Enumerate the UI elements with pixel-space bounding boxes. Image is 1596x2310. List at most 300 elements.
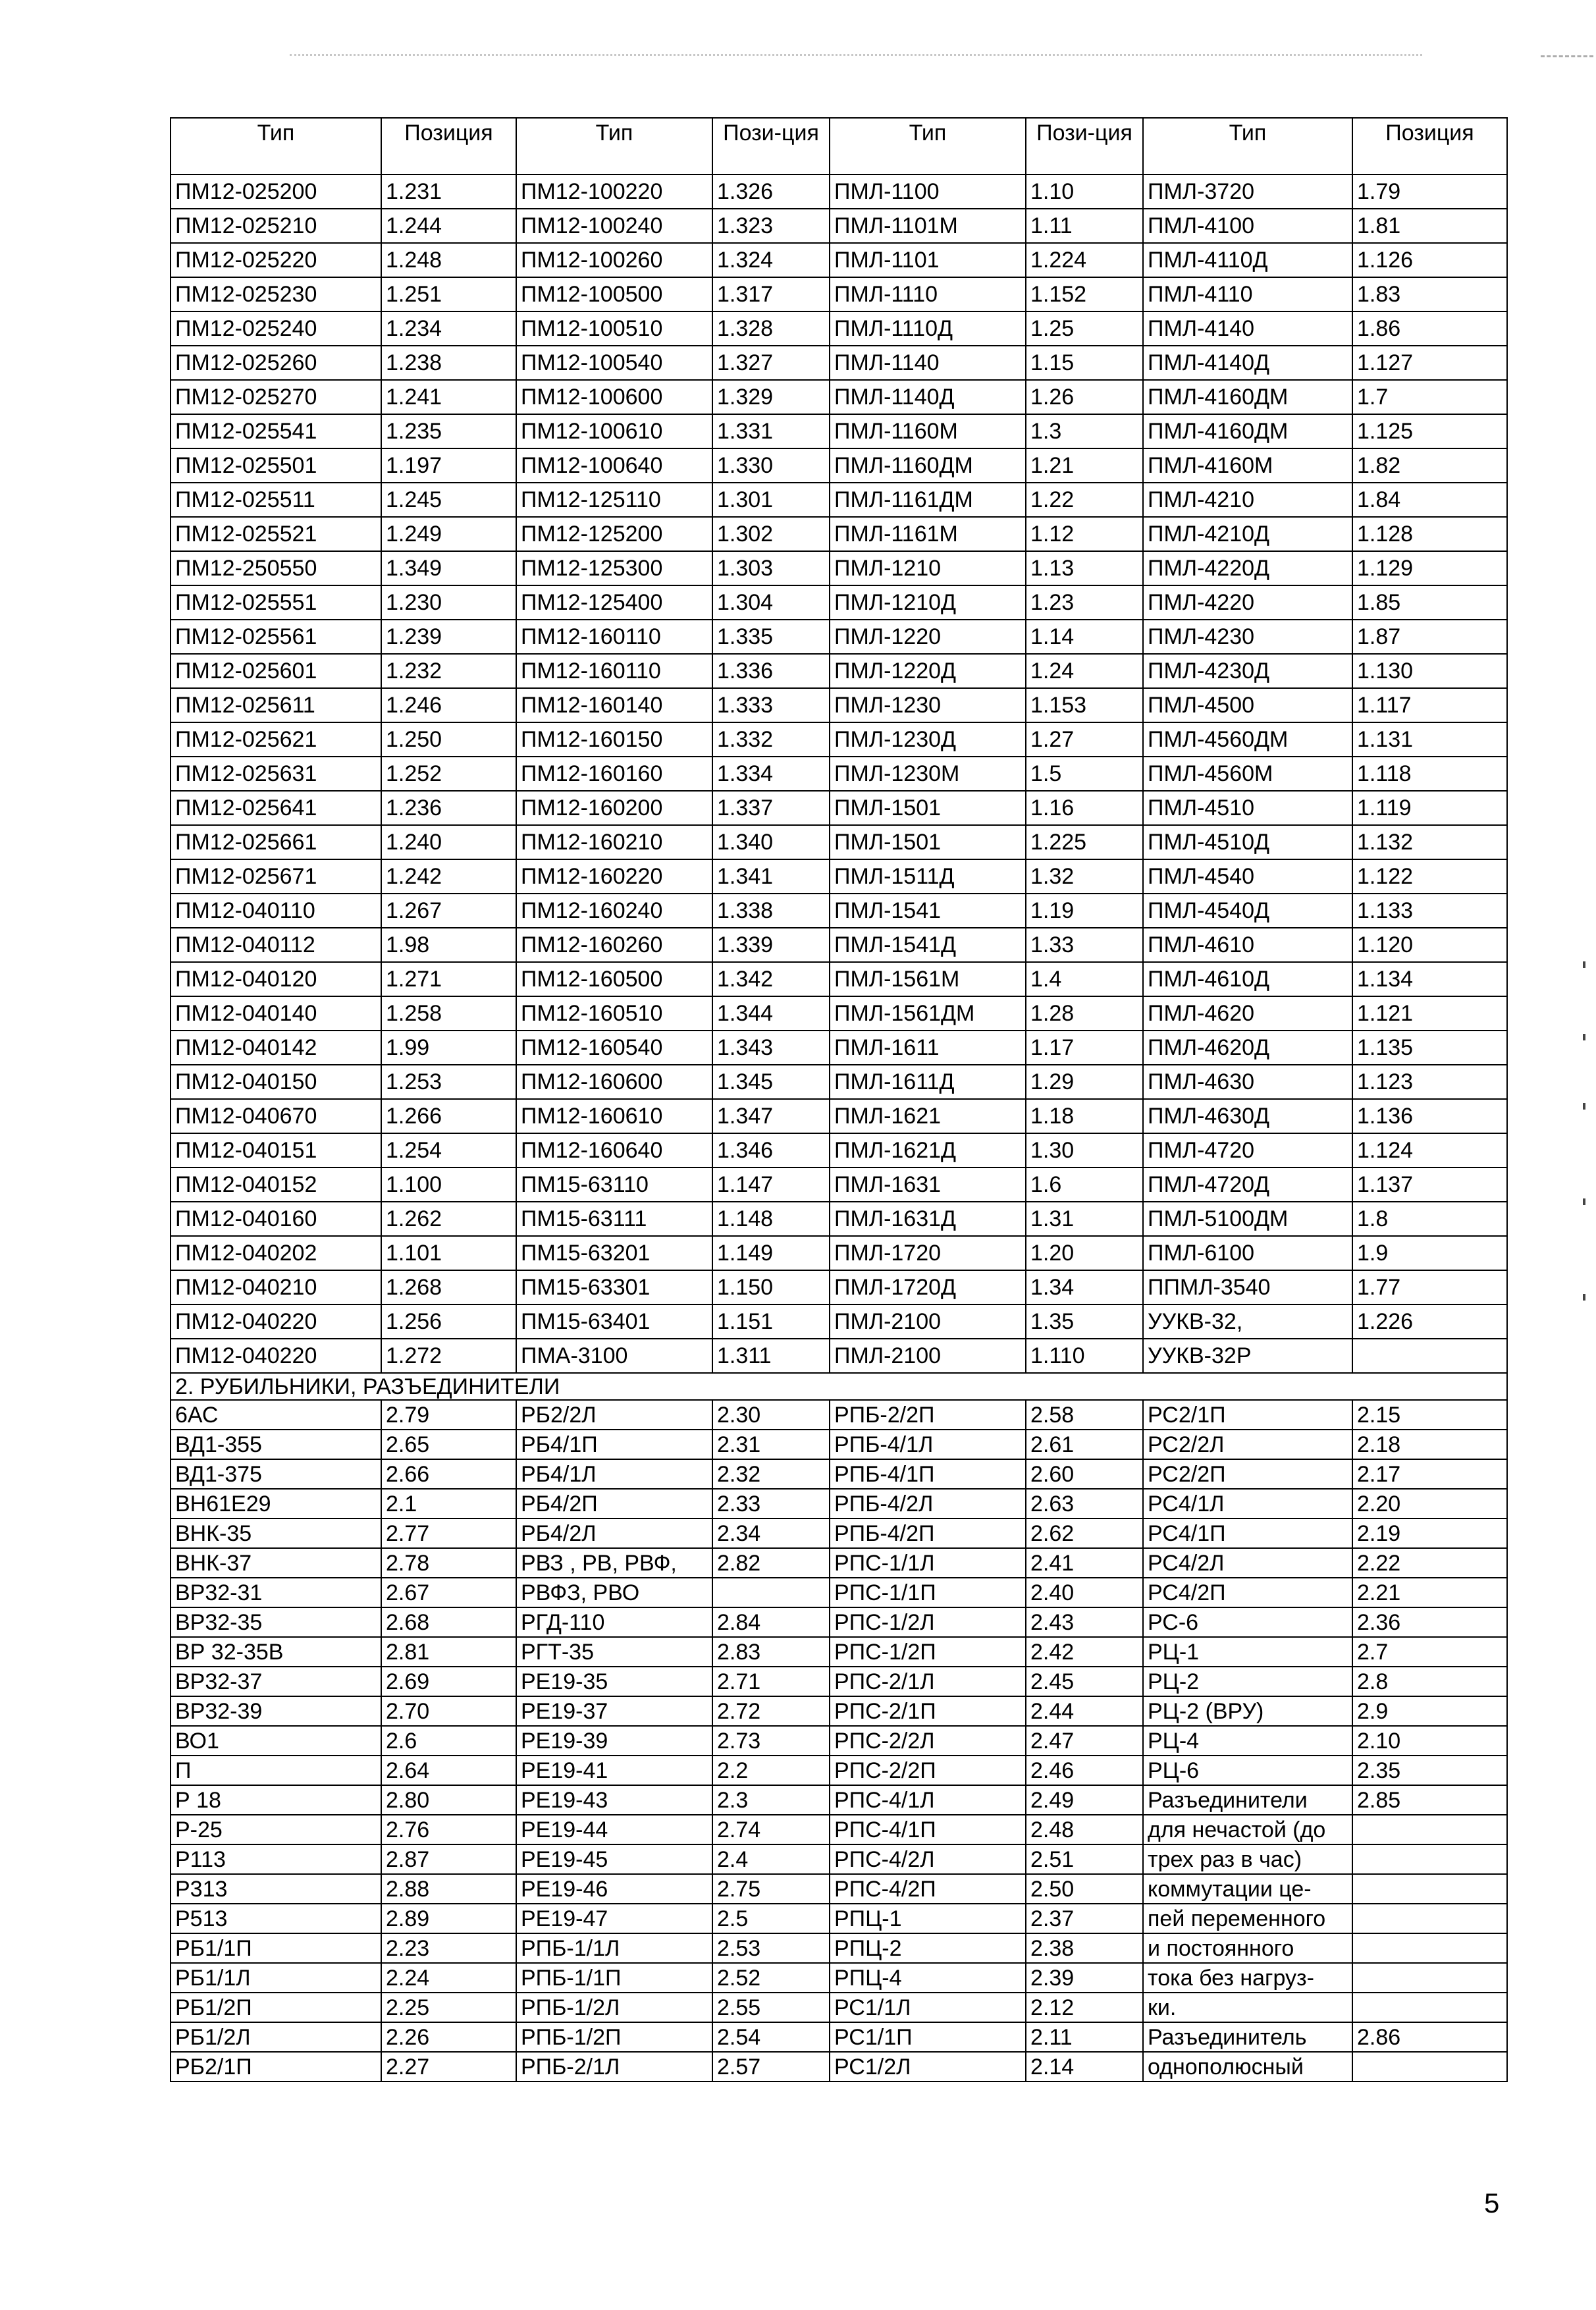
type-cell: ПМЛ-1720Д bbox=[830, 1270, 1026, 1304]
position-cell: 2.21 bbox=[1352, 1578, 1507, 1607]
position-cell: 1.15 bbox=[1026, 346, 1143, 380]
position-cell: 1.339 bbox=[712, 928, 830, 962]
type-cell: ПМ12-025220 bbox=[171, 243, 381, 277]
type-cell: ВД1-375 bbox=[171, 1459, 381, 1489]
type-cell: ПМЛ-4160М bbox=[1143, 448, 1352, 483]
position-cell: 1.347 bbox=[712, 1099, 830, 1133]
position-cell: 1.131 bbox=[1352, 722, 1507, 757]
position-cell: 1.3 bbox=[1026, 414, 1143, 448]
table-row bbox=[171, 1270, 1507, 1304]
position-cell: 1.31 bbox=[1026, 1202, 1143, 1236]
type-cell: для нечастой (до bbox=[1143, 1815, 1352, 1844]
type-cell: ПМ12-025521 bbox=[171, 517, 381, 551]
switches-section bbox=[171, 1400, 1507, 2082]
type-cell: ПМ12-100610 bbox=[516, 414, 712, 448]
type-cell: ПМ15-63111 bbox=[516, 1202, 712, 1236]
position-cell: 1.238 bbox=[381, 346, 516, 380]
type-cell: РС2/2Л bbox=[1143, 1430, 1352, 1459]
type-cell: ПМ15-63201 bbox=[516, 1236, 712, 1270]
position-cell: 2.82 bbox=[712, 1548, 830, 1578]
position-cell: 2.26 bbox=[381, 2022, 516, 2052]
position-cell: 1.303 bbox=[712, 551, 830, 585]
type-cell: ПМЛ-1561М bbox=[830, 962, 1026, 996]
type-cell: ПМЛ-3720 bbox=[1143, 175, 1352, 209]
position-cell: 2.44 bbox=[1026, 1696, 1143, 1726]
type-cell: трех раз в час) bbox=[1143, 1844, 1352, 1874]
position-cell: 1.152 bbox=[1026, 277, 1143, 311]
position-cell: 2.69 bbox=[381, 1667, 516, 1696]
type-cell: ПМ12-025501 bbox=[171, 448, 381, 483]
type-cell: ПМ12-040112 bbox=[171, 928, 381, 962]
type-cell: ВД1-355 bbox=[171, 1430, 381, 1459]
position-cell: 1.25 bbox=[1026, 311, 1143, 346]
type-cell: РПС-2/1П bbox=[830, 1696, 1026, 1726]
position-cell: 1.133 bbox=[1352, 894, 1507, 928]
position-cell: 2.41 bbox=[1026, 1548, 1143, 1578]
type-cell: УУКВ-32Р bbox=[1143, 1339, 1352, 1373]
type-cell: ПМ12-160150 bbox=[516, 722, 712, 757]
type-cell: РЕ19-41 bbox=[516, 1756, 712, 1785]
type-cell: РПБ-4/1Л bbox=[830, 1430, 1026, 1459]
type-cell: РБ4/2Л bbox=[516, 1518, 712, 1548]
scan-noise-top bbox=[290, 54, 1422, 60]
header-cell: Позиция bbox=[1352, 118, 1507, 175]
type-cell: ПМ12-025200 bbox=[171, 175, 381, 209]
position-cell: 2.15 bbox=[1352, 1400, 1507, 1430]
type-cell: РГД-110 bbox=[516, 1607, 712, 1637]
type-cell: РПЦ-4 bbox=[830, 1963, 1026, 1993]
position-cell: 2.23 bbox=[381, 1933, 516, 1963]
type-cell: и постоянного bbox=[1143, 1933, 1352, 1963]
position-cell: 1.10 bbox=[1026, 175, 1143, 209]
position-cell: 1.341 bbox=[712, 859, 830, 894]
position-cell: 1.100 bbox=[381, 1168, 516, 1202]
type-cell: ПМЛ-4610 bbox=[1143, 928, 1352, 962]
position-cell: 1.129 bbox=[1352, 551, 1507, 585]
position-cell: 1.327 bbox=[712, 346, 830, 380]
type-cell: РПС-1/2П bbox=[830, 1637, 1026, 1667]
position-cell: 2.87 bbox=[381, 1844, 516, 1874]
table-row bbox=[171, 620, 1507, 654]
type-cell: ПМ12-160140 bbox=[516, 688, 712, 722]
type-cell: ПМЛ-4220Д bbox=[1143, 551, 1352, 585]
position-cell: 2.47 bbox=[1026, 1726, 1143, 1756]
type-cell: Р513 bbox=[171, 1904, 381, 1933]
position-cell: 1.338 bbox=[712, 894, 830, 928]
table-row bbox=[171, 551, 1507, 585]
position-cell: 1.226 bbox=[1352, 1304, 1507, 1339]
table-row bbox=[171, 380, 1507, 414]
position-cell: 1.340 bbox=[712, 825, 830, 859]
position-cell: 2.31 bbox=[712, 1430, 830, 1459]
type-cell: ПМЛ-1230Д bbox=[830, 722, 1026, 757]
type-cell: однополюсный bbox=[1143, 2052, 1352, 2082]
position-cell bbox=[1352, 1844, 1507, 1874]
position-cell: 2.63 bbox=[1026, 1489, 1143, 1518]
position-cell: 1.231 bbox=[381, 175, 516, 209]
position-cell: 1.241 bbox=[381, 380, 516, 414]
type-cell: РБ1/2П bbox=[171, 1993, 381, 2022]
type-cell: ПМЛ-1230 bbox=[830, 688, 1026, 722]
type-cell: ПМ12-125400 bbox=[516, 585, 712, 620]
position-cell: 1.271 bbox=[381, 962, 516, 996]
position-cell: 2.53 bbox=[712, 1933, 830, 1963]
position-cell: 2.34 bbox=[712, 1518, 830, 1548]
header-cell: Тип bbox=[1143, 118, 1352, 175]
type-cell: РПБ-1/2Л bbox=[516, 1993, 712, 2022]
type-cell: ВР32-35 bbox=[171, 1607, 381, 1637]
position-cell: 1.132 bbox=[1352, 825, 1507, 859]
type-cell: РБ2/1П bbox=[171, 2052, 381, 2082]
type-cell: РЕ19-39 bbox=[516, 1726, 712, 1756]
type-cell: РПС-4/1Л bbox=[830, 1785, 1026, 1815]
position-cell: 1.135 bbox=[1352, 1031, 1507, 1065]
position-cell: 1.119 bbox=[1352, 791, 1507, 825]
type-cell: ПМЛ-4720Д bbox=[1143, 1168, 1352, 1202]
type-cell: РБ4/2П bbox=[516, 1489, 712, 1518]
position-cell: 2.60 bbox=[1026, 1459, 1143, 1489]
type-cell: ПМЛ-4160ДМ bbox=[1143, 414, 1352, 448]
position-cell: 2.89 bbox=[381, 1904, 516, 1933]
type-cell: РБ1/1Л bbox=[171, 1963, 381, 1993]
position-cell: 1.250 bbox=[381, 722, 516, 757]
position-cell: 2.6 bbox=[381, 1726, 516, 1756]
type-cell: 6АС bbox=[171, 1400, 381, 1430]
type-cell: РПС-4/1П bbox=[830, 1815, 1026, 1844]
type-cell: РЦ-2 bbox=[1143, 1667, 1352, 1696]
type-cell: ПМ12-040150 bbox=[171, 1065, 381, 1099]
type-cell: РС-6 bbox=[1143, 1607, 1352, 1637]
position-cell: 1.24 bbox=[1026, 654, 1143, 688]
position-cell: 1.267 bbox=[381, 894, 516, 928]
position-cell: 1.323 bbox=[712, 209, 830, 243]
table-row bbox=[171, 1607, 1507, 1637]
position-cell: 2.25 bbox=[381, 1993, 516, 2022]
type-cell: ПМ12-100600 bbox=[516, 380, 712, 414]
position-cell: 2.3 bbox=[712, 1785, 830, 1815]
type-cell: РПС-1/2Л bbox=[830, 1607, 1026, 1637]
type-cell: ки. bbox=[1143, 1993, 1352, 2022]
type-cell: ПМ15-63401 bbox=[516, 1304, 712, 1339]
type-cell: ПМЛ-1101 bbox=[830, 243, 1026, 277]
type-cell: ПМ15-63110 bbox=[516, 1168, 712, 1202]
position-cell: 2.46 bbox=[1026, 1756, 1143, 1785]
type-cell: РЕ19-43 bbox=[516, 1785, 712, 1815]
position-cell: 1.248 bbox=[381, 243, 516, 277]
position-cell: 2.57 bbox=[712, 2052, 830, 2082]
position-cell: 1.7 bbox=[1352, 380, 1507, 414]
table-header-row bbox=[171, 118, 1507, 175]
type-cell: ПМА-3100 bbox=[516, 1339, 712, 1373]
type-cell: ПМЛ-4560ДМ bbox=[1143, 722, 1352, 757]
position-cell: 1.317 bbox=[712, 277, 830, 311]
table-row bbox=[171, 209, 1507, 243]
position-cell: 1.330 bbox=[712, 448, 830, 483]
position-cell: 2.38 bbox=[1026, 1933, 1143, 1963]
position-cell: 2.68 bbox=[381, 1607, 516, 1637]
position-cell: 1.334 bbox=[712, 757, 830, 791]
table-row bbox=[171, 1756, 1507, 1785]
position-cell: 1.336 bbox=[712, 654, 830, 688]
position-cell: 1.121 bbox=[1352, 996, 1507, 1031]
position-cell: 1.120 bbox=[1352, 928, 1507, 962]
table-row bbox=[171, 1667, 1507, 1696]
position-cell: 1.77 bbox=[1352, 1270, 1507, 1304]
type-cell: ПМ12-025230 bbox=[171, 277, 381, 311]
type-cell: ПМЛ-2100 bbox=[830, 1304, 1026, 1339]
position-cell: 2.9 bbox=[1352, 1696, 1507, 1726]
type-cell: ПМЛ-1160М bbox=[830, 414, 1026, 448]
type-cell: РПЦ-1 bbox=[830, 1904, 1026, 1933]
type-cell: ПМ12-160110 bbox=[516, 654, 712, 688]
position-cell: 1.246 bbox=[381, 688, 516, 722]
position-cell: 1.35 bbox=[1026, 1304, 1143, 1339]
position-cell: 2.64 bbox=[381, 1756, 516, 1785]
type-cell: Р313 bbox=[171, 1874, 381, 1904]
type-cell: тока без нагруз- bbox=[1143, 1963, 1352, 1993]
type-cell: ПМЛ-4220 bbox=[1143, 585, 1352, 620]
header-cell: Пози-ция bbox=[712, 118, 830, 175]
position-cell: 1.301 bbox=[712, 483, 830, 517]
position-cell: 1.34 bbox=[1026, 1270, 1143, 1304]
position-cell: 1.126 bbox=[1352, 243, 1507, 277]
type-cell: ПМЛ-1230М bbox=[830, 757, 1026, 791]
position-cell: 2.11 bbox=[1026, 2022, 1143, 2052]
type-cell: ПМ12-100640 bbox=[516, 448, 712, 483]
type-cell: ПМЛ-1100 bbox=[830, 175, 1026, 209]
position-cell: 1.124 bbox=[1352, 1133, 1507, 1168]
type-cell: ПМЛ-4100 bbox=[1143, 209, 1352, 243]
position-cell: 1.232 bbox=[381, 654, 516, 688]
position-cell: 2.70 bbox=[381, 1696, 516, 1726]
type-cell: ПМЛ-4230Д bbox=[1143, 654, 1352, 688]
type-cell: ПМ12-040140 bbox=[171, 996, 381, 1031]
position-cell: 1.118 bbox=[1352, 757, 1507, 791]
type-cell: ПМЛ-4720 bbox=[1143, 1133, 1352, 1168]
position-cell: 2.58 bbox=[1026, 1400, 1143, 1430]
type-cell: РС2/1П bbox=[1143, 1400, 1352, 1430]
type-cell: ПМЛ-1541 bbox=[830, 894, 1026, 928]
type-cell: ПМЛ-4110 bbox=[1143, 277, 1352, 311]
type-cell: ПМЛ-1140Д bbox=[830, 380, 1026, 414]
position-cell: 2.88 bbox=[381, 1874, 516, 1904]
type-cell: ПМ12-040220 bbox=[171, 1339, 381, 1373]
type-cell: ПМЛ-4140 bbox=[1143, 311, 1352, 346]
position-cell: 2.65 bbox=[381, 1430, 516, 1459]
position-cell: 2.75 bbox=[712, 1874, 830, 1904]
table-row bbox=[171, 894, 1507, 928]
type-cell: ПМЛ-6100 bbox=[1143, 1236, 1352, 1270]
position-cell: 1.236 bbox=[381, 791, 516, 825]
table-row bbox=[171, 1459, 1507, 1489]
position-cell: 1.150 bbox=[712, 1270, 830, 1304]
type-cell: РБ4/1П bbox=[516, 1430, 712, 1459]
table-row bbox=[171, 722, 1507, 757]
position-cell: 2.10 bbox=[1352, 1726, 1507, 1756]
position-cell: 2.52 bbox=[712, 1963, 830, 1993]
position-cell: 2.49 bbox=[1026, 1785, 1143, 1815]
position-cell: 1.29 bbox=[1026, 1065, 1143, 1099]
type-cell: РЕ19-44 bbox=[516, 1815, 712, 1844]
position-cell: 2.84 bbox=[712, 1607, 830, 1637]
position-cell: 1.332 bbox=[712, 722, 830, 757]
type-cell: РПС-4/2Л bbox=[830, 1844, 1026, 1874]
type-cell: ПМЛ-1501 bbox=[830, 825, 1026, 859]
type-cell: ПМЛ-1720 bbox=[830, 1236, 1026, 1270]
table-row bbox=[171, 311, 1507, 346]
position-cell: 1.125 bbox=[1352, 414, 1507, 448]
position-cell: 2.73 bbox=[712, 1726, 830, 1756]
position-cell: 1.17 bbox=[1026, 1031, 1143, 1065]
position-cell bbox=[712, 1578, 830, 1607]
position-cell: 1.244 bbox=[381, 209, 516, 243]
position-cell: 2.5 bbox=[712, 1904, 830, 1933]
table-row bbox=[171, 517, 1507, 551]
position-cell: 2.35 bbox=[1352, 1756, 1507, 1785]
position-cell: 1.14 bbox=[1026, 620, 1143, 654]
header-cell: Пози-ция bbox=[1026, 118, 1143, 175]
table-row bbox=[171, 483, 1507, 517]
type-cell: ПМ12-160640 bbox=[516, 1133, 712, 1168]
position-cell: 2.14 bbox=[1026, 2052, 1143, 2082]
type-cell: РЦ-1 bbox=[1143, 1637, 1352, 1667]
position-cell: 1.342 bbox=[712, 962, 830, 996]
table-row bbox=[171, 1963, 1507, 1993]
table-row bbox=[171, 448, 1507, 483]
table-row bbox=[171, 962, 1507, 996]
type-cell: ПМЛ-1110 bbox=[830, 277, 1026, 311]
type-cell: РС4/1П bbox=[1143, 1518, 1352, 1548]
type-cell: ПМ12-160500 bbox=[516, 962, 712, 996]
type-cell: ПМЛ-4210 bbox=[1143, 483, 1352, 517]
type-cell: ПМЛ-1631 bbox=[830, 1168, 1026, 1202]
section-header bbox=[171, 1373, 1507, 1400]
position-cell: 1.329 bbox=[712, 380, 830, 414]
position-cell: 2.48 bbox=[1026, 1815, 1143, 1844]
type-cell: ПМЛ-4630 bbox=[1143, 1065, 1352, 1099]
table-row bbox=[171, 1815, 1507, 1844]
position-cell: 1.123 bbox=[1352, 1065, 1507, 1099]
type-cell: ПМ12-025641 bbox=[171, 791, 381, 825]
position-cell: 1.11 bbox=[1026, 209, 1143, 243]
type-cell: ПМ12-025551 bbox=[171, 585, 381, 620]
type-cell: Р-25 bbox=[171, 1815, 381, 1844]
type-cell: ПМ12-160510 bbox=[516, 996, 712, 1031]
position-cell: 1.245 bbox=[381, 483, 516, 517]
table-row bbox=[171, 1548, 1507, 1578]
type-cell: ПМ12-025631 bbox=[171, 757, 381, 791]
header-cell: Тип bbox=[516, 118, 712, 175]
position-cell: 1.328 bbox=[712, 311, 830, 346]
position-cell: 2.27 bbox=[381, 2052, 516, 2082]
position-cell bbox=[1352, 1339, 1507, 1373]
position-cell: 2.2 bbox=[712, 1756, 830, 1785]
position-cell: 1.324 bbox=[712, 243, 830, 277]
position-cell: 2.20 bbox=[1352, 1489, 1507, 1518]
type-cell: ПМ12-025621 bbox=[171, 722, 381, 757]
position-cell: 2.37 bbox=[1026, 1904, 1143, 1933]
table-row bbox=[171, 1065, 1507, 1099]
type-cell: ПМ12-025561 bbox=[171, 620, 381, 654]
position-cell: 1.136 bbox=[1352, 1099, 1507, 1133]
table-row bbox=[171, 859, 1507, 894]
position-cell bbox=[1352, 1933, 1507, 1963]
position-cell: 1.148 bbox=[712, 1202, 830, 1236]
type-cell: РПБ-4/2П bbox=[830, 1518, 1026, 1548]
type-cell: ПМ12-025601 bbox=[171, 654, 381, 688]
table-row bbox=[171, 2022, 1507, 2052]
type-cell: ПМ12-025210 bbox=[171, 209, 381, 243]
type-cell: ПМ12-125110 bbox=[516, 483, 712, 517]
type-cell: ПМ12-025240 bbox=[171, 311, 381, 346]
type-cell: РЕ19-46 bbox=[516, 1874, 712, 1904]
scan-specks-right bbox=[1583, 961, 1591, 1304]
position-cell: 1.22 bbox=[1026, 483, 1143, 517]
page-number: 5 bbox=[1484, 2188, 1500, 2218]
type-cell: РБ2/2Л bbox=[516, 1400, 712, 1430]
type-cell: ПМ12-040152 bbox=[171, 1168, 381, 1202]
position-cell: 2.32 bbox=[712, 1459, 830, 1489]
position-cell: 1.333 bbox=[712, 688, 830, 722]
type-cell: ПМЛ-4510 bbox=[1143, 791, 1352, 825]
position-cell: 1.84 bbox=[1352, 483, 1507, 517]
position-cell: 1.302 bbox=[712, 517, 830, 551]
type-cell: ПМЛ-1210 bbox=[830, 551, 1026, 585]
position-cell: 1.266 bbox=[381, 1099, 516, 1133]
position-cell: 1.253 bbox=[381, 1065, 516, 1099]
table-row bbox=[171, 1578, 1507, 1607]
position-cell: 1.6 bbox=[1026, 1168, 1143, 1202]
position-cell: 1.311 bbox=[712, 1339, 830, 1373]
position-cell: 2.17 bbox=[1352, 1459, 1507, 1489]
type-cell: ПМ12-025260 bbox=[171, 346, 381, 380]
position-cell: 2.76 bbox=[381, 1815, 516, 1844]
position-cell: 1.127 bbox=[1352, 346, 1507, 380]
position-cell: 1.98 bbox=[381, 928, 516, 962]
table-row bbox=[171, 1099, 1507, 1133]
type-cell: РЕ19-47 bbox=[516, 1904, 712, 1933]
position-cell: 1.30 bbox=[1026, 1133, 1143, 1168]
position-cell: 1.234 bbox=[381, 311, 516, 346]
position-cell: 1.151 bbox=[712, 1304, 830, 1339]
position-cell: 1.252 bbox=[381, 757, 516, 791]
type-cell: ПМЛ-4500 bbox=[1143, 688, 1352, 722]
type-cell: РС1/2Л bbox=[830, 2052, 1026, 2082]
position-cell: 2.7 bbox=[1352, 1637, 1507, 1667]
type-cell: ВР 32-35В bbox=[171, 1637, 381, 1667]
type-cell: ПМ12-040142 bbox=[171, 1031, 381, 1065]
position-cell: 2.50 bbox=[1026, 1874, 1143, 1904]
table-row bbox=[171, 1874, 1507, 1904]
position-cell bbox=[1352, 1874, 1507, 1904]
type-cell: ПМ12-160200 bbox=[516, 791, 712, 825]
type-cell: ПМЛ-4210Д bbox=[1143, 517, 1352, 551]
type-cell: РПС-2/2П bbox=[830, 1756, 1026, 1785]
position-cell: 2.54 bbox=[712, 2022, 830, 2052]
position-cell: 1.130 bbox=[1352, 654, 1507, 688]
type-cell: РЕ19-37 bbox=[516, 1696, 712, 1726]
position-cell: 2.18 bbox=[1352, 1430, 1507, 1459]
type-cell: ПМЛ-4620Д bbox=[1143, 1031, 1352, 1065]
position-cell: 2.33 bbox=[712, 1489, 830, 1518]
position-cell: 1.87 bbox=[1352, 620, 1507, 654]
table-row bbox=[171, 825, 1507, 859]
position-cell: 2.77 bbox=[381, 1518, 516, 1548]
type-cell: РПС-2/2Л bbox=[830, 1726, 1026, 1756]
type-cell: ПМЛ-4540 bbox=[1143, 859, 1352, 894]
position-cell: 2.1 bbox=[381, 1489, 516, 1518]
position-cell: 2.22 bbox=[1352, 1548, 1507, 1578]
